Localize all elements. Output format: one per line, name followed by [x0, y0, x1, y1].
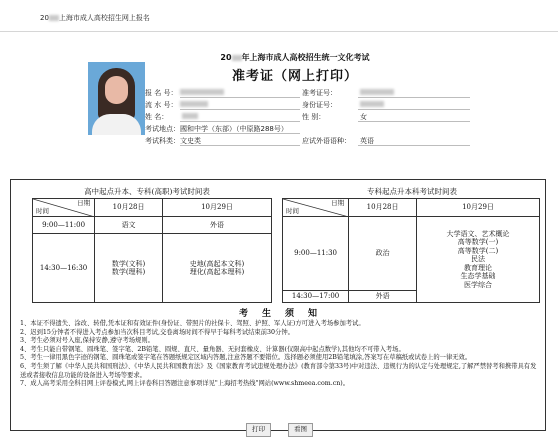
- redacted-year: [49, 15, 59, 21]
- gender-value: 女: [360, 113, 367, 121]
- exam-title: 20 年上海市成人高校招生统一文化考试: [220, 53, 370, 62]
- ticket-number-value: [360, 89, 394, 95]
- page-title: 20 上海市成人高校招生网上报名: [40, 14, 150, 22]
- right-schedule-title: 专科起点升本科考试时间表: [367, 187, 457, 196]
- flow-number-label: 流 水 号：: [145, 101, 178, 109]
- list-item: 3、考生必须对号入座,保持安静,遵守考场规则。: [20, 337, 154, 345]
- applicant-photo: [88, 62, 145, 135]
- divider: [0, 31, 558, 32]
- registration-number-label: 报 名 号：: [145, 89, 178, 97]
- id-card-label: 身份证号：: [302, 101, 337, 109]
- table-cell: 大学语文、艺术概论 高等数学(一) 高等数学(二) 民法 教育理论 生态学基础 医学综合: [417, 217, 540, 303]
- list-item: 4、考生只能自带钢笔、圆珠笔、签字笔、2B铅笔、圆规、直尺、量角器、无封套橡皮、计算器(仅限高中起点数学),其他均不可带入考场。: [20, 345, 405, 353]
- table-date-header: 10月29日: [417, 199, 540, 217]
- table-cell: 数学(文科) 数学(理科): [95, 234, 163, 303]
- subject-type-label: 考试科类：: [145, 137, 180, 145]
- foreign-language-label: 应试外语语种：: [302, 137, 351, 145]
- exam-site-label: 考试地点：: [145, 125, 180, 133]
- left-schedule-table: [32, 198, 272, 303]
- notice-list: [20, 320, 540, 389]
- list-item: 2、迟到15分钟者不得进入考点参加当次科目考试,交卷离场时间不得早于每科考试结束前30分钟。: [20, 328, 294, 336]
- table-cell: 外语: [162, 217, 271, 234]
- registration-number-value: [180, 89, 224, 95]
- right-schedule-table: [282, 198, 540, 303]
- foreign-language-value: 英语: [360, 137, 374, 145]
- table-date-header: 10月28日: [95, 199, 163, 217]
- left-schedule-title: 高中起点升本、专科(高职)考试时间表: [84, 187, 210, 196]
- table-date-header: 10月29日: [162, 199, 271, 217]
- name-label: 姓 名：: [145, 113, 169, 121]
- table-cell: 史地(高起本文科) 理化(高起本理科): [162, 234, 271, 303]
- name-value: [182, 113, 198, 119]
- gender-label: 性 别：: [302, 113, 326, 121]
- card-title: 准考证（网上打印）: [231, 69, 358, 84]
- list-item: 1、本证不得遗失、涂改、转借,凭本证和有效证件(身份证、带照片的社保卡、驾照、护照、军人证)方可进入考场参加考试。: [20, 320, 365, 327]
- table-header-diagonal: 日期 时间: [33, 199, 95, 217]
- table-date-header: 10月28日: [349, 199, 417, 217]
- list-item: 5、考生一律用黑色字迹的钢笔、圆珠笔或签字笔在答题纸规定区域内答题,注意答题不要错位。选择题必须使用2B铅笔填涂,答案写在草稿纸或试卷上的一律无效。: [20, 354, 472, 362]
- exam-site-value: 國和中学（东部）（中原路288号）: [180, 125, 288, 133]
- notice-title: 考生须知: [238, 309, 331, 319]
- table-time-cell: 9:00—11:30: [283, 217, 349, 291]
- ticket-number-label: 准考证号：: [302, 89, 337, 97]
- table-cell: 外语: [349, 291, 417, 303]
- table-time-cell: 9:00—11:00: [33, 217, 95, 234]
- table-header-diagonal: 日期 时间: [283, 199, 349, 217]
- table-cell: 政治: [349, 217, 417, 291]
- view-button[interactable]: 看图: [288, 423, 313, 437]
- list-item: 7、成人高考采用全科目网上评卷模式,网上评卷科目答题注意事项详见"上海招考热线"网站(www.shmeea.com.cn)。: [20, 380, 350, 388]
- table-cell: 语文: [95, 217, 163, 234]
- flow-number-value: [180, 101, 208, 107]
- table-time-cell: 14:30—16:30: [33, 234, 95, 303]
- id-card-value: [360, 101, 384, 107]
- list-item: 6、考生须了解《中华人民共和国刑法》、《中华人民共和国教育法》及《国家教育考试违规处理办法》(教育部令第33号)中对违法、违规行为的认定与处理规定,了解严禁替考和携带具有发送或者接收信息功能的设备进入考场等要求。: [20, 362, 537, 379]
- subject-type-value: 文史类: [180, 137, 201, 145]
- table-time-cell: 14:30—17:00: [283, 291, 349, 303]
- redacted-year: [232, 55, 242, 61]
- print-button[interactable]: 打印: [246, 423, 271, 437]
